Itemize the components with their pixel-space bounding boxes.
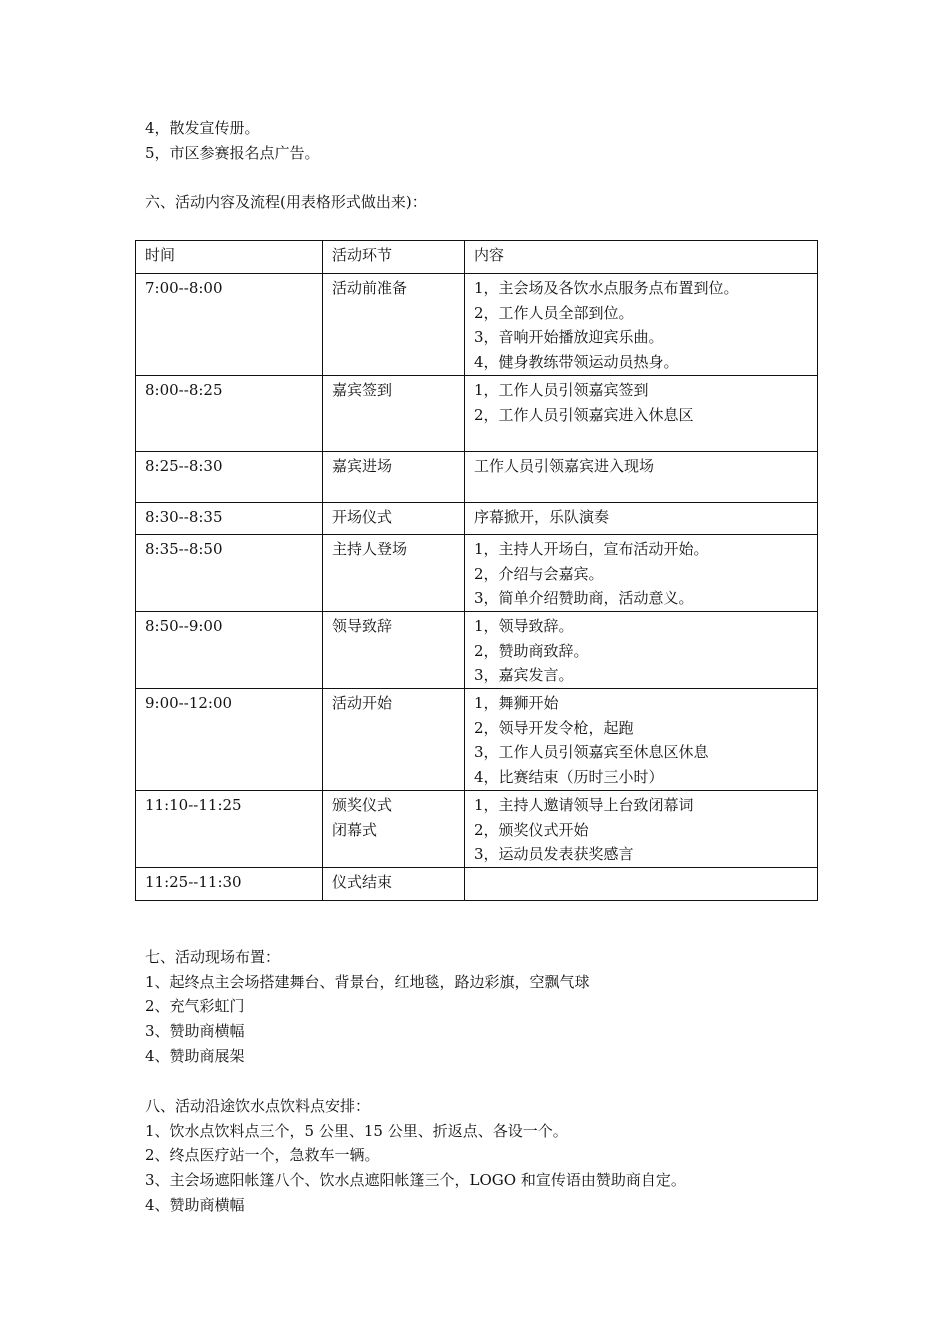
stage-line: 活动前准备 [332, 279, 408, 297]
table-row [136, 867, 818, 900]
content-line: 1，主持人邀请领导上台致闭幕词 [474, 795, 694, 814]
row-content [465, 274, 818, 376]
content-line: 3，简单介绍赞助商，活动意义。 [474, 589, 694, 608]
table-row [136, 375, 818, 451]
row-time: 8:30--8:35 [136, 502, 323, 534]
content-line: 1，主会场及各饮水点服务点布置到位。 [474, 279, 739, 297]
row-content [465, 534, 818, 611]
content-line: 1，工作人员引领嘉宾签到 [474, 380, 649, 399]
stage-line: 闭幕式 [332, 820, 378, 839]
row-stage [323, 867, 465, 900]
header-stage: 活动环节 [323, 241, 465, 274]
row-time: 7:00--8:00 [136, 274, 323, 376]
list-item: 2、终点医疗站一个，急救车一辆。 [145, 1146, 380, 1165]
list-item: 1、饮水点饮料点三个，5 公里、15 公里、折返点、各设一个。 [145, 1121, 568, 1140]
row-content [465, 375, 818, 451]
row-content [465, 502, 818, 534]
content-line: 1，舞狮开始 [474, 694, 559, 713]
section7 [145, 945, 845, 1068]
row-stage [323, 274, 465, 376]
row-stage [323, 534, 465, 611]
table-header-row [136, 241, 818, 274]
table-row [136, 274, 818, 376]
stage-line: 活动开始 [332, 694, 393, 713]
row-time: 8:50--9:00 [136, 611, 323, 688]
stage-line: 领导致辞 [332, 616, 393, 635]
section6-title: 六、活动内容及流程(用表格形式做出来)： [145, 193, 427, 212]
table-row [136, 611, 818, 688]
table-row [136, 790, 818, 867]
intro-line: 5，市区参赛报名点广告。 [145, 143, 320, 162]
header-content: 内容 [465, 241, 818, 274]
row-stage [323, 502, 465, 534]
schedule-table [135, 240, 818, 901]
row-time: 9:00--12:00 [136, 689, 323, 791]
list-item: 4、赞助商展架 [145, 1046, 245, 1065]
row-time: 11:10--11:25 [136, 790, 323, 867]
row-content [465, 611, 818, 688]
list-item: 3、主会场遮阳帐篷八个、饮水点遮阳帐篷三个，LOGO 和宣传语由赞助商自定。 [145, 1171, 686, 1190]
row-time: 8:25--8:30 [136, 451, 323, 502]
content-line: 2，赞助商致辞。 [474, 641, 589, 660]
section7-title: 七、活动现场布置： [145, 948, 281, 966]
content-line: 4，健身教练带领运动员热身。 [474, 353, 679, 372]
content-line: 2，领导开发令枪，起跑 [474, 718, 634, 737]
content-line: 2，介绍与会嘉宾。 [474, 564, 604, 583]
row-stage [323, 375, 465, 451]
list-item: 4、赞助商横幅 [145, 1195, 245, 1214]
row-content [465, 451, 818, 502]
row-content [465, 790, 818, 867]
content-line: 3，音响开始播放迎宾乐曲。 [474, 328, 664, 347]
content-line: 3，工作人员引领嘉宾至休息区休息 [474, 743, 709, 762]
row-stage [323, 689, 465, 791]
table-row [136, 534, 818, 611]
row-stage [323, 790, 465, 867]
content-line: 2，工作人员全部到位。 [474, 303, 634, 322]
stage-line: 嘉宾签到 [332, 380, 393, 399]
row-time: 8:00--8:25 [136, 375, 323, 451]
row-stage [323, 451, 465, 502]
content-line: 序幕掀开，乐队演奏 [474, 507, 610, 526]
intro-section [145, 116, 845, 215]
content-line: 2，工作人员引领嘉宾进入休息区 [474, 405, 694, 424]
row-content [465, 867, 818, 900]
stage-line: 主持人登场 [332, 539, 408, 558]
table-row [136, 689, 818, 791]
list-item: 1、起终点主会场搭建舞台、背景台，红地毯，路边彩旗，空飘气球 [145, 972, 590, 991]
content-line: 工作人员引领嘉宾进入现场 [474, 456, 655, 475]
content-line: 4，比赛结束（历时三小时） [474, 768, 664, 787]
section8 [145, 1094, 845, 1217]
table-row [136, 502, 818, 534]
content-line: 2，颁奖仪式开始 [474, 820, 589, 839]
content-line: 3，嘉宾发言。 [474, 666, 574, 685]
list-item: 2、充气彩虹门 [145, 997, 245, 1016]
content-line: 1，主持人开场白，宣布活动开始。 [474, 539, 709, 558]
table-row [136, 451, 818, 502]
content-line: 1，领导致辞。 [474, 616, 574, 635]
intro-line: 4，散发宣传册。 [145, 119, 260, 137]
stage-line: 嘉宾进场 [332, 456, 393, 475]
row-content [465, 689, 818, 791]
content-line: 3，运动员发表获奖感言 [474, 845, 634, 864]
row-time: 11:25--11:30 [136, 867, 323, 900]
stage-line: 仪式结束 [332, 872, 393, 891]
header-time: 时间 [136, 241, 323, 274]
stage-line: 开场仪式 [332, 507, 393, 526]
list-item: 3、赞助商横幅 [145, 1022, 245, 1041]
row-time: 8:35--8:50 [136, 534, 323, 611]
row-stage [323, 611, 465, 688]
section8-title: 八、活动沿途饮水点饮料点安排： [145, 1097, 371, 1115]
stage-line: 颁奖仪式 [332, 795, 393, 814]
